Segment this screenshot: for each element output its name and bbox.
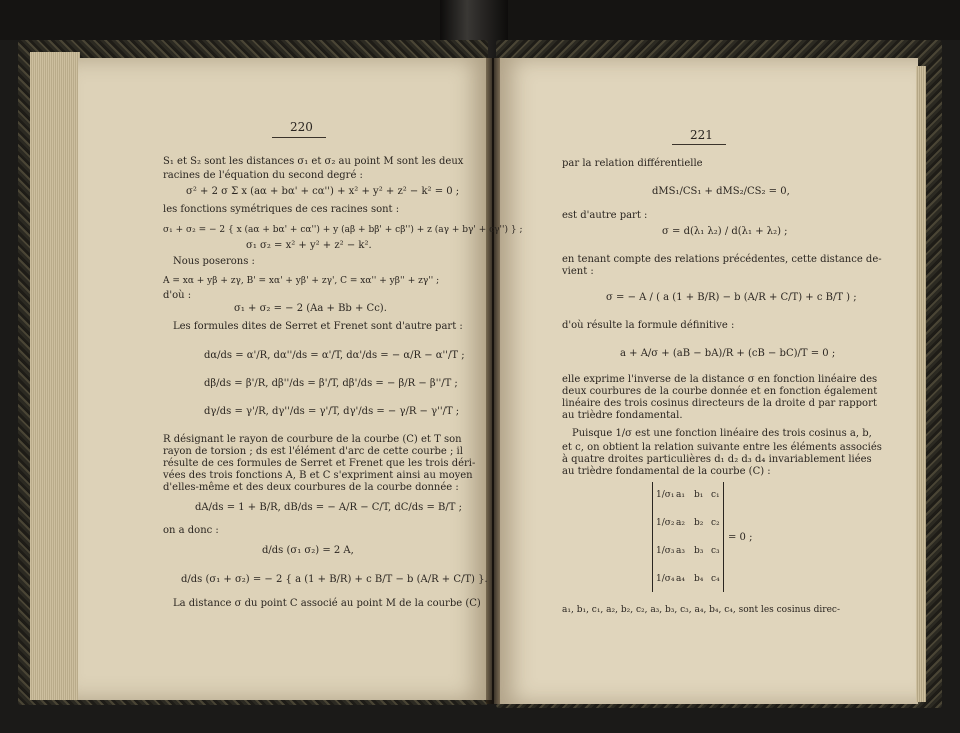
equation: dγ/ds = γ'/R, dγ''/ds = γ'/T, dγ'/ds = − γ/R − γ''/T ; [204,406,460,417]
text-line: linéaire des trois cosinus directeurs de la droite d par rapport [562,398,877,409]
text-line: les fonctions symétriques de ces racines sont : [163,204,400,215]
equation: σ = d(λ₁ λ₂) / d(λ₁ + λ₂) ; [662,226,788,237]
det-cell: b₁ [694,490,704,500]
text-line: S₁ et S₂ sont les distances σ₁ et σ₂ au point M sont les deux [163,156,464,167]
det-cell: c₄ [711,574,720,584]
equation: dβ/ds = β'/R, dβ''/ds = β'/T, dβ'/ds = − β/R − β''/T ; [204,378,458,389]
text-line: est d'autre part : [562,210,648,221]
text-line: R désignant le rayon de courbure de la courbe (C) et T son [163,434,462,445]
text-line: rayon de torsion ; ds est l'élément d'arc de cette courbe ; il [163,446,463,457]
equation: σ₁ + σ₂ = − 2 { x (aα + bα' + cα'') + y (aβ + bβ' + cβ'') + z (aγ + bγ' + cγ'') } ; [163,225,523,235]
det-cell: 1/σ₄ [656,574,675,584]
text-line: en tenant compte des relations précédentes, cette distance de- [562,254,882,265]
det-cell: 1/σ₁ [656,490,675,500]
right-page-number: 221 [690,128,713,142]
equation: σ = − A / ( a (1 + B/R) − b (A/R + C/T) + c B/T ) ; [606,292,857,303]
left-page-number: 220 [290,120,313,134]
det-cell: c₁ [711,490,720,500]
det-cell: 1/σ₃ [656,546,675,556]
equation: d/ds (σ₁ + σ₂) = − 2 { a (1 + B/R) + c B/T − b (A/R + C/T) }. [181,574,488,585]
text-line: et c, on obtient la relation suivante entre les éléments associés [562,442,882,453]
text-line: au trièdre fondamental. [562,410,683,421]
equation: dα/ds = α'/R, dα''/ds = α'/T, dα'/ds = − α/R − α''/T ; [204,350,465,361]
det-cell: b₃ [694,546,704,556]
right-page-edges [916,66,926,702]
det-cell: a₁ [676,490,685,500]
text-line: au trièdre fondamental de la courbe (C) : [562,466,771,477]
equation: d/ds (σ₁ σ₂) = 2 A, [262,545,354,556]
det-cell: b₂ [694,518,704,528]
text-line: La distance σ du point C associé au point M de la courbe (C) [173,598,481,609]
equation: dA/ds = 1 + B/R, dB/ds = − A/R − C/T, dC/ds = B/T ; [195,502,462,513]
det-cell: c₂ [711,518,720,528]
text-line: d'où : [163,290,192,301]
text-line: elle exprime l'inverse de la distance σ en fonction linéaire des [562,374,878,385]
left-page-edges [30,52,80,700]
equation: σ₁ σ₂ = x² + y² + z² − k². [246,240,372,251]
det-cell: c₃ [711,546,720,556]
text-line: d'où résulte la formule définitive : [562,320,735,331]
text-line: résulte de ces formules de Serret et Frenet que les trois déri- [163,458,476,469]
left-header-rule [272,137,326,138]
det-cell: a₄ [676,574,685,584]
text-line: Nous poserons : [173,256,255,267]
text-line: à quatre droites particulières d₁ d₂ d₃ d₄ invariablement liées [562,454,872,465]
det-cell: 1/σ₂ [656,518,675,528]
book-gutter [486,58,500,704]
equation: a + A/σ + (aB − bA)/R + (cB − bC)/T = 0 ; [620,348,836,359]
equation: σ² + 2 σ Σ x (aα + bα' + cα'') + x² + y² + z² − k² = 0 ; [186,186,460,197]
det-cell: a₂ [676,518,685,528]
det-cell: b₄ [694,574,704,584]
text-line: vées des trois fonctions A, B et C s'expriment ainsi au moyen [163,470,473,481]
equation: A = xα + yβ + zγ, B' = xα' + yβ' + zγ', C = xα'' + yβ'' + zγ'' ; [163,276,440,286]
text-line: vient : [562,266,594,277]
text-line: deux courbures de la courbe donnée et en fonction également [562,386,878,397]
text-line: Les formules dites de Serret et Frenet sont d'autre part : [173,321,463,332]
text-line: racines de l'équation du second degré : [163,170,363,181]
equation: = 0 ; [728,532,753,543]
right-header-rule [672,144,726,145]
text-line: par la relation différentielle [562,158,703,169]
text-line: Puisque 1/σ est une fonction linéaire des trois cosinus a, b, [572,428,872,439]
det-cell: a₃ [676,546,685,556]
text-line: a₁, b₁, c₁, a₂, b₂, c₂, a₃, b₃, c₃, a₄, b₄, c₄, sont les cosinus direc- [562,605,840,615]
equation: dMS₁/CS₁ + dMS₂/CS₂ = 0, [652,186,790,197]
text-line: on a donc : [163,525,219,536]
text-line: d'elles-même et des deux courbures de la courbe donnée : [163,482,459,493]
equation: σ₁ + σ₂ = − 2 (Aa + Bb + Cc). [234,303,387,314]
